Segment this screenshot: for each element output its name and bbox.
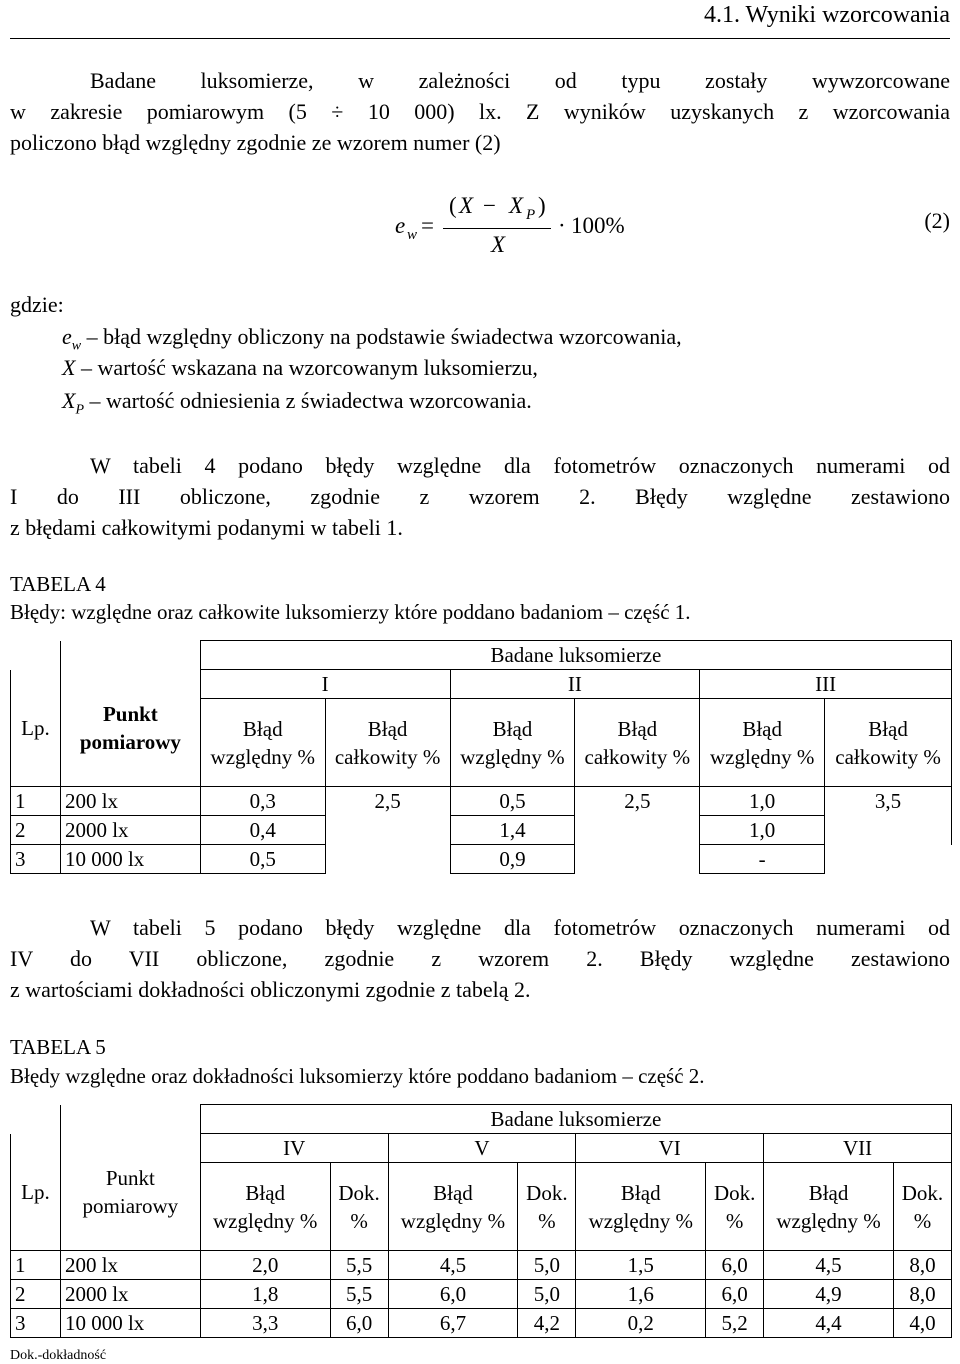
table5-device: V: [388, 1134, 576, 1163]
table5-subheader: Błąd względny %: [388, 1163, 518, 1251]
paragraph-line: W tabeli 4 podano błędy względne dla fotometrów oznaczonych numerami od: [90, 453, 950, 478]
intro-paragraph: [10, 65, 950, 158]
table5-subheader: Dok. %: [330, 1163, 388, 1251]
table-row: 2 2000 lx 1,8 5,5 6,0 5,0 1,6 6,0 4,9 8,0: [11, 1280, 952, 1309]
table5-subheader: Błąd względny %: [764, 1163, 894, 1251]
table5-col-lp: Lp.: [11, 1134, 61, 1251]
formula-denominator: X: [491, 232, 506, 257]
table5-subheader: Błąd względny %: [200, 1163, 330, 1251]
table5-label: TABELA 5: [10, 1035, 106, 1059]
table4-col-lp: Lp.: [11, 670, 61, 787]
table4-caption: Błędy: względne oraz całkowite luksomierzy które poddano badaniom – część 1.: [10, 600, 691, 624]
formula-equals: =: [421, 213, 434, 238]
table5-subheader: Dok. %: [706, 1163, 764, 1251]
paragraph-line: policzono błąd względny zgodnie ze wzorem numer (2): [10, 130, 501, 155]
table5-group-header: Badane luksomierze: [200, 1105, 951, 1134]
definition-symbol: X: [62, 355, 76, 380]
table-row: 2 2000 lx 0,4 1,4 1,0: [11, 816, 952, 845]
definition-item: [62, 324, 682, 354]
table4-device: I: [200, 670, 450, 699]
table4-group-header: Badane luksomierze: [200, 641, 951, 670]
footnote: Dok.-dokładność: [10, 1348, 107, 1363]
formula-num-xp: X: [509, 193, 524, 218]
table-row: 3 10 000 lx 0,5 0,9 -: [11, 845, 952, 874]
formula-num-x: X: [459, 193, 474, 218]
definition-text: – błąd względny obliczony na podstawie świadectwa wzorcowania,: [86, 324, 682, 349]
table-row: 1 200 lx 0,3 2,5 0,5 2,5 1,0 3,5: [11, 787, 952, 816]
table-row: 3 10 000 lx 3,3 6,0 6,7 4,2 0,2 5,2 4,4 4,0: [11, 1309, 952, 1338]
table5-subheader: Błąd względny %: [576, 1163, 706, 1251]
table5-subheader: Dok. %: [518, 1163, 576, 1251]
table4-subheader: Błąd względny %: [450, 699, 575, 787]
formula-lhs: e: [395, 213, 406, 238]
table4-subheader: Błąd względny %: [700, 699, 825, 787]
table4-device: II: [450, 670, 700, 699]
definition-item: [62, 388, 532, 418]
section-title: 4.1. Wyniki wzorcowania: [703, 2, 950, 28]
table4-col-punkt: Punkt pomiarowy: [60, 670, 200, 787]
table4-subheader: Błąd względny %: [200, 699, 325, 787]
table5-device: VII: [764, 1134, 952, 1163]
formula-paren-open: (: [449, 193, 457, 218]
formula-factor: 100%: [571, 213, 625, 238]
table4-label: TABELA 4: [10, 572, 106, 596]
formula-lhs-sub: w: [407, 227, 418, 243]
formula-minus: −: [483, 193, 496, 218]
definition-symbol-sub: w: [71, 338, 82, 354]
paragraph-line: Badane luksomierze, w zależności od typu zostały wywzorcowane: [90, 68, 950, 93]
formula-num-sub: P: [526, 207, 536, 223]
table5-device: IV: [200, 1134, 388, 1163]
paragraph-line: IV do VII obliczone, zgodnie z wzorem 2. Błędy względne zestawiono: [10, 946, 950, 971]
formula-mult: ·: [558, 213, 566, 238]
table5-col-punkt: Punkt pomiarowy: [60, 1134, 200, 1251]
table4-subheader: Błąd całkowity %: [575, 699, 700, 787]
table5-subheader: Dok. %: [893, 1163, 951, 1251]
paragraph-line: I do III obliczone, zgodnie z wzorem 2. Błędy względne zestawiono: [10, 484, 950, 509]
table5: [10, 1104, 952, 1338]
definitions-intro: gdzie:: [10, 292, 64, 317]
paragraph-line: z błędami całkowitymi podanymi w tabeli 1.: [10, 515, 403, 540]
header-rule: [10, 38, 950, 39]
paragraph-line: w zakresie pomiarowym (5 ÷ 10 000) lx. Z wyników uzyskanych z wzorcowania: [10, 99, 950, 124]
table4-subheader: Błąd całkowity %: [325, 699, 450, 787]
formula-paren-close: ): [538, 193, 546, 218]
table4-device: III: [700, 670, 952, 699]
paragraph-line: z wartościami dokładności obliczonymi zgodnie z tabelą 2.: [10, 977, 531, 1002]
definition-symbol: X: [62, 388, 76, 413]
definition-symbol-sub: P: [75, 402, 85, 418]
definition-item: [62, 355, 538, 381]
fraction-bar: [443, 228, 551, 229]
table5-device: VI: [576, 1134, 764, 1163]
paragraph-line: W tabeli 5 podano błędy względne dla fotometrów oznaczonych numerami od: [90, 915, 950, 940]
equation-number: (2): [924, 208, 950, 233]
table5-caption: Błędy względne oraz dokładności luksomierzy które poddano badaniom – część 2.: [10, 1064, 705, 1088]
formula: [395, 190, 635, 260]
definition-text: – wartość wskazana na wzorcowanym luksomierzu,: [80, 355, 538, 380]
table5-intro-paragraph: [10, 912, 950, 1005]
definition-text: – wartość odniesienia z świadectwa wzorcowania.: [89, 388, 532, 413]
definition-symbol: e: [62, 324, 72, 349]
table-row: 1 200 lx 2,0 5,5 4,5 5,0 1,5 6,0 4,5 8,0: [11, 1251, 952, 1280]
table4-intro-paragraph: [10, 450, 950, 543]
table4: [10, 640, 952, 874]
table4-subheader: Błąd całkowity %: [825, 699, 952, 787]
